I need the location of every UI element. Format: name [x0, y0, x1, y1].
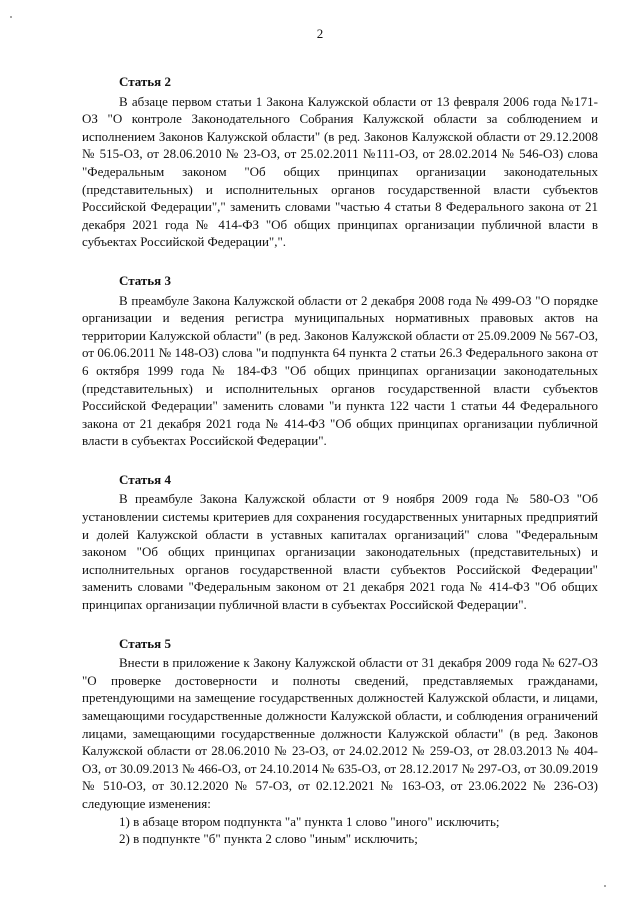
scan-speck: [604, 885, 606, 887]
scan-speck: [10, 16, 12, 18]
article-3: [82, 272, 598, 450]
article-title: Статья 4: [119, 471, 171, 487]
page-number: 2: [316, 26, 324, 41]
article-title: Статья 2: [119, 74, 171, 89]
article-2: [82, 73, 598, 251]
article-paragraph: В абзаце первом статьи 1 Закона Калужской области от 13 февраля 2006 года №171-ОЗ "О контроле Законодательного Собрания Калужской области за соблюдением и исполнением Законов Калужской области" (в ред. Законов Калужской области от 29.12.2008 № 515-ОЗ, от 28.06.2010 № 23-ОЗ, от 25.02.2011 №111-ОЗ, от 28.02.2014 № 546-ОЗ) слова "Федеральным законом "Об общих принципах организации законодательных (представительных) и исполнительных органов государственной власти субъектов Российской Федерации"," заменить словами "частью 4 статьи 8 Федерального закона от 21 декабря 2021 года № 414-ФЗ "Об общих принципах организации публичной власти в субъектах Российской Федерации",".: [82, 93, 598, 250]
article-5: [82, 635, 598, 848]
article-title: Статья 5: [119, 635, 171, 651]
article-4: [82, 471, 598, 614]
article-paragraph: В преамбуле Закона Калужской области от 2 декабря 2008 года № 499-ОЗ "О порядке организации и ведения регистра муниципальных нормативных правовых актов на территории Калужской области" (в ред. Законов Калужской области от 25.09.2009 № 567-ОЗ, от 06.06.2011 № 148-ОЗ) слова "и подпункта 64 пункта 2 статьи 26.3 Федерального закона от 6 октября 1999 года № 184-ФЗ "Об общих принципах организации законодательных (представительных) и исполнительных органов государственной власти субъектов Российской Федерации" заменить словами "и пункта 122 части 1 статьи 44 Федерального закона от 21 декабря 2021 года № 414-ФЗ "Об общих принципах организации публичной власти в субъектах Российской Федерации".: [82, 292, 598, 449]
list-item: 1) в абзаце втором подпункта "а" пункта 1 слово "иного" исключить;: [119, 813, 500, 829]
document-body: [82, 73, 598, 869]
article-paragraph: Внести в приложение к Закону Калужской области от 31 декабря 2009 года № 627-ОЗ "О проверке достоверности и полноты сведений, представляемых гражданами, претендующими на замещение государственных должностей Калужской области, и лицами, замещающими государственные должности Калужской области, и соблюдения ограничений лицами, замещающими государственные должности Калужской области" (в ред. Законов Калужской области от 28.06.2010 № 23-ОЗ, от 24.02.2012 № 259-ОЗ, от 28.03.2013 № 404-ОЗ, от 30.09.2013 № 466-ОЗ, от 24.10.2014 № 635-ОЗ, от 28.12.2017 № 297-ОЗ, от 30.09.2019 № 510-ОЗ, от 30.12.2020 № 57-ОЗ, от 02.12.2021 № 163-ОЗ, от 23.06.2022 № 236-ОЗ) следующие изменения:: [82, 655, 598, 811]
list-item: 2) в подпункте "б" пункта 2 слово "иным" исключить;: [119, 831, 418, 847]
article-paragraph: В преамбуле Закона Калужской области от 9 ноября 2009 года № 580-ОЗ "Об установлении системы критериев для сохранения государственных унитарных предприятий и долей Калужской области в уставных капиталах организаций" слова "Федеральным законом "Об общих принципах организации законодательных (представительных) и исполнительных органов государственной власти субъектов Российской Федерации" заменить словами "Федеральным законом от 21 декабря 2021 года № 414-ФЗ "Об общих принципах организации публичной власти в субъектах Российской Федерации".: [82, 491, 598, 613]
article-title: Статья 3: [119, 272, 171, 288]
